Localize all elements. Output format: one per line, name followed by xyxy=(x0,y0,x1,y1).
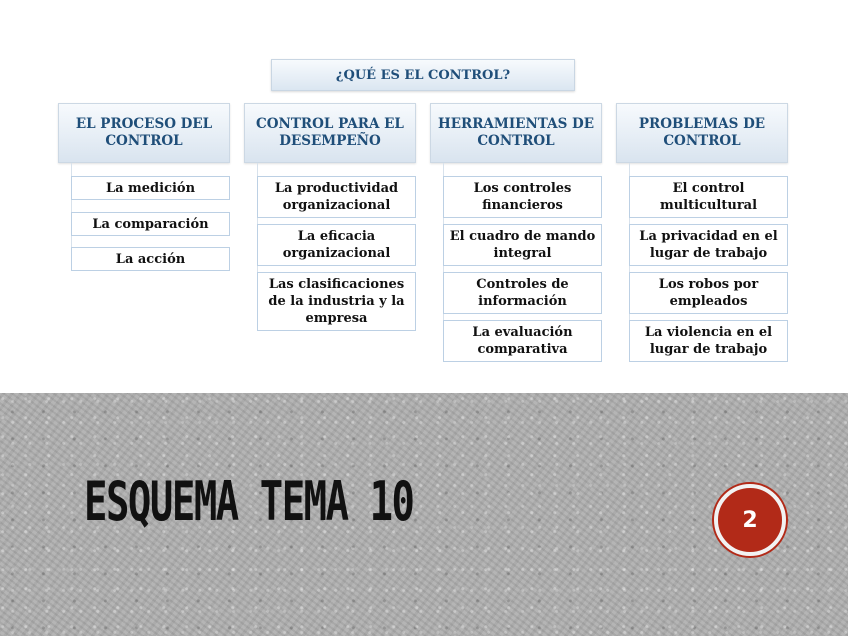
diagram-item: La acción xyxy=(71,247,230,271)
column-header-problemas: PROBLEMAS DE CONTROL xyxy=(616,103,788,163)
diagram-item: La privacidad en el lugar de trabajo xyxy=(629,224,788,266)
diagram-item: La evaluación comparativa xyxy=(443,320,602,362)
diagram-item: La comparación xyxy=(71,212,230,236)
diagram-item: La medición xyxy=(71,176,230,200)
diagram-item: El control multicultural xyxy=(629,176,788,218)
diagram-item: Controles de información xyxy=(443,272,602,314)
page-number-badge: 2 xyxy=(714,484,786,556)
diagram-item: Los robos por empleados xyxy=(629,272,788,314)
column-header-herramientas: HERRAMIENTAS DE CONTROL xyxy=(430,103,602,163)
column-header-proceso: EL PROCESO DEL CONTROL xyxy=(58,103,230,163)
diagram-item: La eficacia organizacional xyxy=(257,224,416,266)
diagram-item: La productividad organizacional xyxy=(257,176,416,218)
diagram-item: Los controles financieros xyxy=(443,176,602,218)
column-header-desempeno: CONTROL PARA EL DESEMPEÑO xyxy=(244,103,416,163)
slide-title: ESQUEMA TEMA 10 xyxy=(84,470,414,533)
diagram-item: El cuadro de mando integral xyxy=(443,224,602,266)
diagram-root: ¿QUÉ ES EL CONTROL? xyxy=(271,59,575,91)
diagram-item: La violencia en el lugar de trabajo xyxy=(629,320,788,362)
diagram-item: Las clasificaciones de la industria y la empresa xyxy=(257,272,416,331)
